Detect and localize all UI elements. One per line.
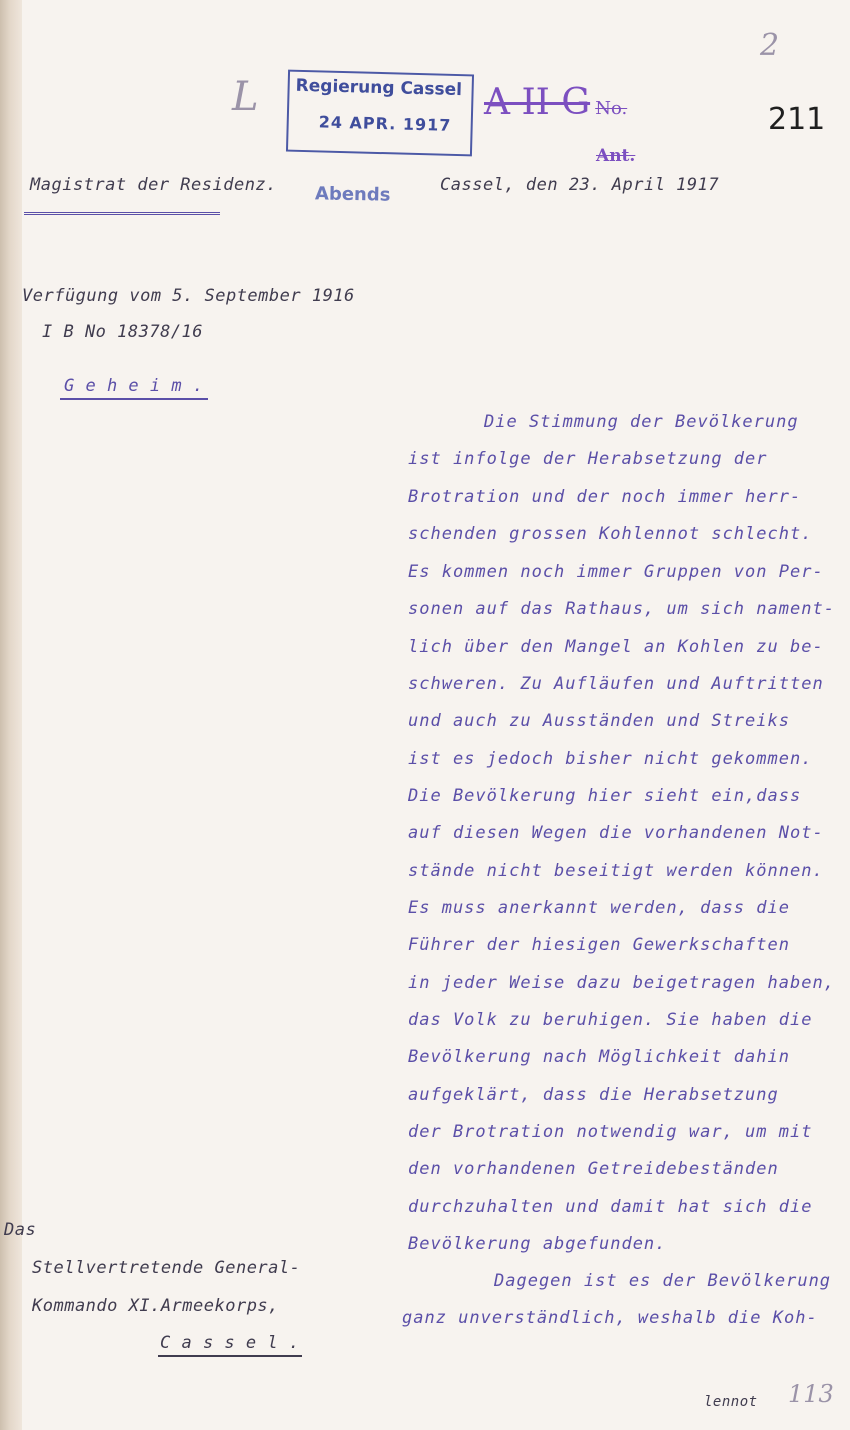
body-line: schweren. Zu Aufläufen und Auftritten [408, 674, 824, 694]
body-line: Es kommen noch immer Gruppen von Per- [408, 562, 824, 582]
body-line: Dagegen ist es der Bevölkerung [494, 1271, 832, 1291]
body-line: Die Stimmung der Bevölkerung [484, 412, 799, 432]
place-date-line: Cassel, den 23. April 1917 [440, 175, 720, 195]
reference-line: Verfügung vom 5. September 1916 [22, 286, 355, 306]
body-line: Brotration und der noch immer herr- [408, 487, 802, 507]
body-line: das Volk zu beruhigen. Sie haben die [408, 1010, 813, 1030]
registry-mark [484, 82, 627, 123]
body-line: Es muss anerkannt werden, dass die [408, 898, 790, 918]
bottom-page-number: 113 [788, 1380, 834, 1408]
body-line: schenden grossen Kohlennot schlecht. [408, 524, 813, 544]
corner-pencil-mark: 2 [760, 28, 780, 63]
registry-mark-main: A II G [484, 82, 591, 123]
addressee-article: Das [4, 1220, 37, 1240]
body-line: Führer der hiesigen Gewerkschaften [408, 935, 790, 955]
received-stamp [286, 70, 474, 157]
catchword: lennot [704, 1394, 758, 1410]
body-line: stände nicht beseitigt werden können. [408, 861, 824, 881]
body-line: durchzuhalten und damit hat sich die [408, 1197, 813, 1217]
letterhead-rule [24, 212, 220, 215]
sender-line: Magistrat der Residenz. [30, 175, 277, 195]
classification-secret: G e h e i m . [60, 376, 208, 400]
addressee-city: C a s s e l . [158, 1333, 302, 1357]
body-line: lich über den Mangel an Kohlen zu be- [408, 637, 824, 657]
body-line: ist infolge der Herabsetzung der [408, 449, 768, 469]
page-binding-edge [0, 0, 23, 1430]
body-line: ganz unverständlich, weshalb die Koh- [402, 1308, 818, 1328]
body-line: der Brotration notwendig war, um mit [408, 1122, 813, 1142]
body-line: in jeder Weise dazu beigetragen haben, [408, 973, 835, 993]
initial-pencil-mark: L [232, 74, 259, 120]
received-stamp-time: Abends [314, 183, 391, 206]
registry-mark-no: No. [595, 98, 628, 119]
body-line: und auch zu Ausständen und Streiks [408, 711, 790, 731]
received-stamp-date: 24 APR. 1917 [318, 112, 452, 135]
body-line: ist es jedoch bisher nicht gekommen. [408, 749, 813, 769]
body-line: Bevölkerung abgefunden. [408, 1234, 667, 1254]
reference-number: I B No 18378/16 [42, 322, 204, 342]
body-line: Die Bevölkerung hier sieht ein,dass [408, 786, 802, 806]
registry-office-label: Ant. [596, 146, 636, 166]
body-line: Bevölkerung nach Möglichkeit dahin [408, 1047, 790, 1067]
addressee-line-2: Kommando XI.Armeekorps, [32, 1296, 279, 1316]
body-line: auf diesen Wegen die vorhandenen Not- [408, 823, 824, 843]
body-line: den vorhandenen Getreidebeständen [408, 1159, 779, 1179]
addressee-line-1: Stellvertretende General- [32, 1258, 301, 1278]
body-line: aufgeklärt, dass die Herabsetzung [408, 1085, 779, 1105]
received-stamp-title: Regierung Cassel [295, 75, 463, 101]
body-line: sonen auf das Rathaus, um sich nament- [408, 599, 835, 619]
folio-number: 211 [768, 102, 826, 137]
